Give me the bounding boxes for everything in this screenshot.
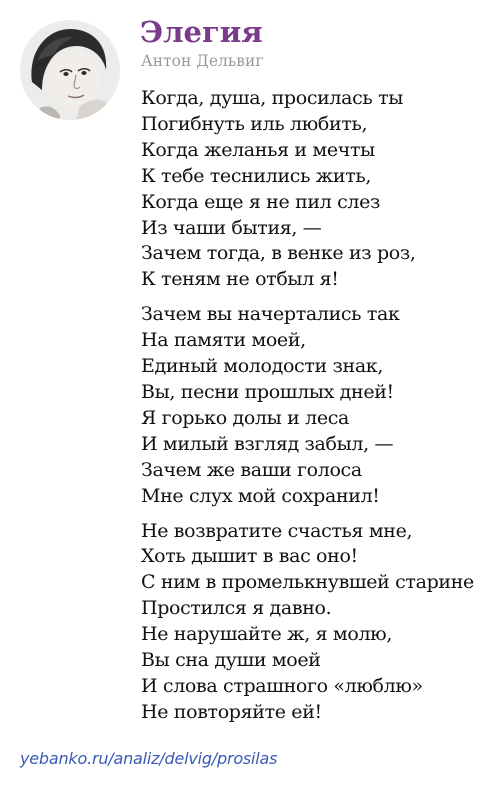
- poem-line: Единый молодости знак,: [141, 355, 384, 378]
- poem-line: Простился я давно.: [141, 597, 332, 620]
- poem-line: Не повторяйте ей!: [141, 700, 322, 723]
- poem-line: Когда, душа, просилась ты: [141, 87, 404, 109]
- poem-line: Зачем тогда, в венке из роз,: [141, 242, 416, 265]
- stanza-1: [141, 86, 497, 293]
- poem-line: И милый взгляд забыл, —: [141, 432, 394, 455]
- poem-line: Мне слух мой сохранил!: [141, 484, 380, 507]
- author-portrait-image: [20, 20, 120, 120]
- poem-line: Когда желанья и мечты: [141, 138, 375, 161]
- author-portrait: [20, 20, 120, 120]
- poem-line: На памяти моей,: [141, 329, 306, 352]
- poem-line: Хоть дышит в вас оно!: [141, 545, 358, 568]
- poem-line: С ним в промелькнувшей старине: [141, 571, 474, 594]
- poem-line: К тебе теснились жить,: [141, 164, 372, 187]
- poem-line: Я горько долы и леса: [141, 406, 349, 429]
- poem-line: Не нарушайте ж, я молю,: [141, 623, 393, 646]
- stanza-2: [141, 302, 497, 509]
- poem-line: Погибнуть иль любить,: [141, 112, 368, 135]
- source-link[interactable]: yebanko.ru/analiz/delvig/prosilas: [20, 749, 278, 768]
- poem-body: [141, 86, 497, 735]
- poem-line: Вы, песни прошлых дней!: [141, 380, 394, 403]
- poem-line: Зачем же ваши голоса: [141, 458, 362, 481]
- poem-line: И слова страшного «люблю»: [141, 674, 423, 697]
- poem-author: Антон Дельвиг: [141, 52, 264, 70]
- poem-line: К теням не отбыл я!: [141, 268, 339, 291]
- poem-line: Когда еще я не пил слез: [141, 190, 381, 213]
- poem-title: Элегия: [140, 15, 263, 49]
- poem-line: Не возвратите счастья мне,: [141, 519, 413, 542]
- poem-line: Из чаши бытия, —: [141, 216, 322, 239]
- poem-line: Зачем вы начертались так: [141, 303, 400, 326]
- stanza-3: [141, 519, 497, 726]
- poem-line: Вы сна души моей: [141, 649, 321, 672]
